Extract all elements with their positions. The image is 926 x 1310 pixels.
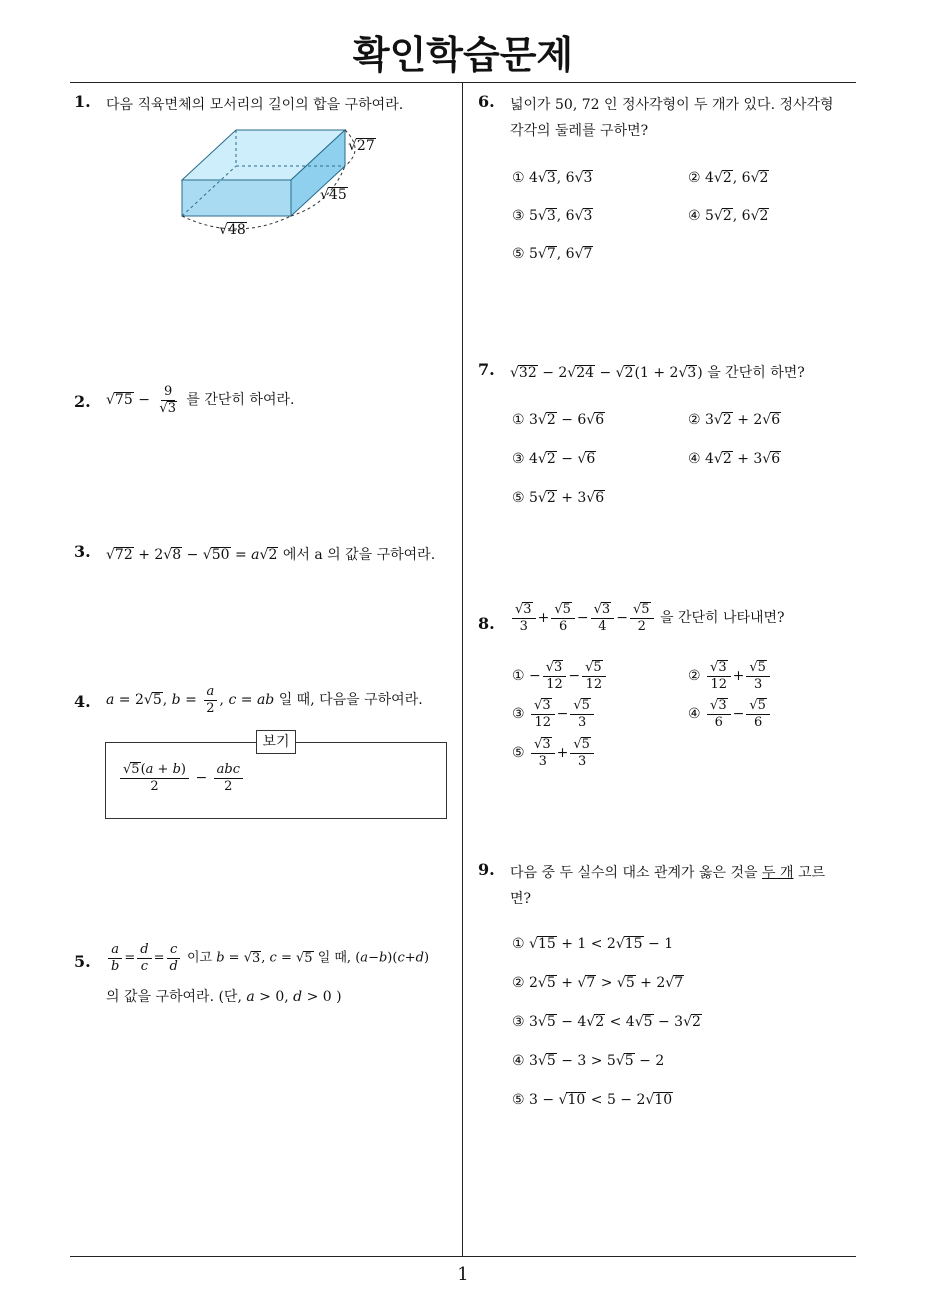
question-text: a = 2√5, b = $\frac{a}{2}$ , c = ab 일 때, 다음을 구하여라. <box>106 684 423 716</box>
question-number: 4. <box>74 692 91 711</box>
bottom-rule <box>70 1256 856 1257</box>
q8-choice-3[interactable]: ③ $\frac{√3}{12}$ − $\frac{√5}{3}$ <box>512 698 596 730</box>
question-text: √72 + 2√8 − √50 = a√2 에서 a 의 값을 구하여라. <box>106 547 436 563</box>
q9-choice-4[interactable]: ④ 3√5 − 3 > 5√5 − 2 <box>512 1053 665 1069</box>
question-text-line1: 넓이가 50, 72 인 정사각형이 두 개가 있다. 정사각형 <box>510 97 834 113</box>
q9-choice-3[interactable]: ③ 3√5 − 4√2 < 4√5 − 3√2 <box>512 1014 701 1030</box>
q7-choice-4[interactable]: ④ 4√2 + 3√6 <box>688 451 781 467</box>
question-text: √75 − $\frac{9}{√3}$ 를 간단히 하여라. <box>106 384 295 416</box>
depth-label: √27 <box>348 138 375 154</box>
question-text: $\frac{√3}{3}$ + $\frac{√5}{6}$ − $\frac{√3}{4}$ − $\frac{√5}{2}$ 을 간단히 나타내면? <box>510 602 785 634</box>
question-number: 1. <box>74 92 91 111</box>
q6-choice-4[interactable]: ④ 5√2, 6√2 <box>688 208 769 224</box>
top-rule <box>70 82 856 83</box>
q8-choice-4[interactable]: ④ $\frac{√3}{6}$ − $\frac{√5}{6}$ <box>688 698 772 730</box>
q8-choice-5[interactable]: ⑤ $\frac{√3}{3}$ + $\frac{√5}{3}$ <box>512 737 596 769</box>
question-text: $\frac{a}{b}$ = $\frac{d}{c}$ = $\frac{c}{d}$ 이고 b = √3, c = √5 일 때, (a−b)(c+d) <box>106 942 429 974</box>
height-label: √45 <box>320 187 347 203</box>
question-number: 6. <box>478 92 495 111</box>
column-divider <box>462 82 463 1256</box>
q7-choice-2[interactable]: ② 3√2 + 2√6 <box>688 412 781 428</box>
question-text: 다음 직육면체의 모서리의 길이의 합을 구하여라. <box>106 97 404 113</box>
q7-choice-3[interactable]: ③ 4√2 − √6 <box>512 451 596 467</box>
page-number: 1 <box>457 1264 469 1285</box>
q7-choice-1[interactable]: ① 3√2 − 6√6 <box>512 412 605 428</box>
question-number: 2. <box>74 392 91 411</box>
q9-choice-2[interactable]: ② 2√5 + √7 > √5 + 2√7 <box>512 975 684 991</box>
q6-choice-2[interactable]: ② 4√2, 6√2 <box>688 170 769 186</box>
q6-choice-3[interactable]: ③ 5√3, 6√3 <box>512 208 593 224</box>
question-number: 8. <box>478 614 495 633</box>
example-expression: $\frac{√5(a + b)}{2}$ − abc 2 <box>118 762 245 794</box>
question-number: 9. <box>478 860 495 879</box>
question-text: √32 − 2√24 − √2(1 + 2√3) 을 간단히 하면? <box>510 365 805 381</box>
question-number: 5. <box>74 952 91 971</box>
width-label: √48 <box>219 222 246 238</box>
question-text-line2: 면? <box>510 891 532 907</box>
q8-choice-1[interactable]: ① − $\frac{√3}{12}$ − $\frac{√5}{12}$ <box>512 660 608 692</box>
q6-choice-1[interactable]: ① 4√3, 6√3 <box>512 170 593 186</box>
question-number: 3. <box>74 542 91 561</box>
example-box-label: 보기 <box>256 730 296 754</box>
page-title: 확인학습문제 <box>352 33 574 77</box>
question-number: 7. <box>478 360 495 379</box>
q8-choice-2[interactable]: ② $\frac{√3}{12}$ + $\frac{√5}{3}$ <box>688 660 772 692</box>
question-text-line1: 다음 중 두 실수의 대소 관계가 옳은 것을 두 개 고르 <box>510 865 826 881</box>
q6-choice-5[interactable]: ⑤ 5√7, 6√7 <box>512 246 593 262</box>
q9-choice-5[interactable]: ⑤ 3 − √10 < 5 − 2√10 <box>512 1092 673 1108</box>
q9-choice-1[interactable]: ① √15 + 1 < 2√15 − 1 <box>512 936 674 952</box>
q7-choice-5[interactable]: ⑤ 5√2 + 3√6 <box>512 490 605 506</box>
question-text-line2: 각각의 둘레를 구하면? <box>510 123 649 139</box>
